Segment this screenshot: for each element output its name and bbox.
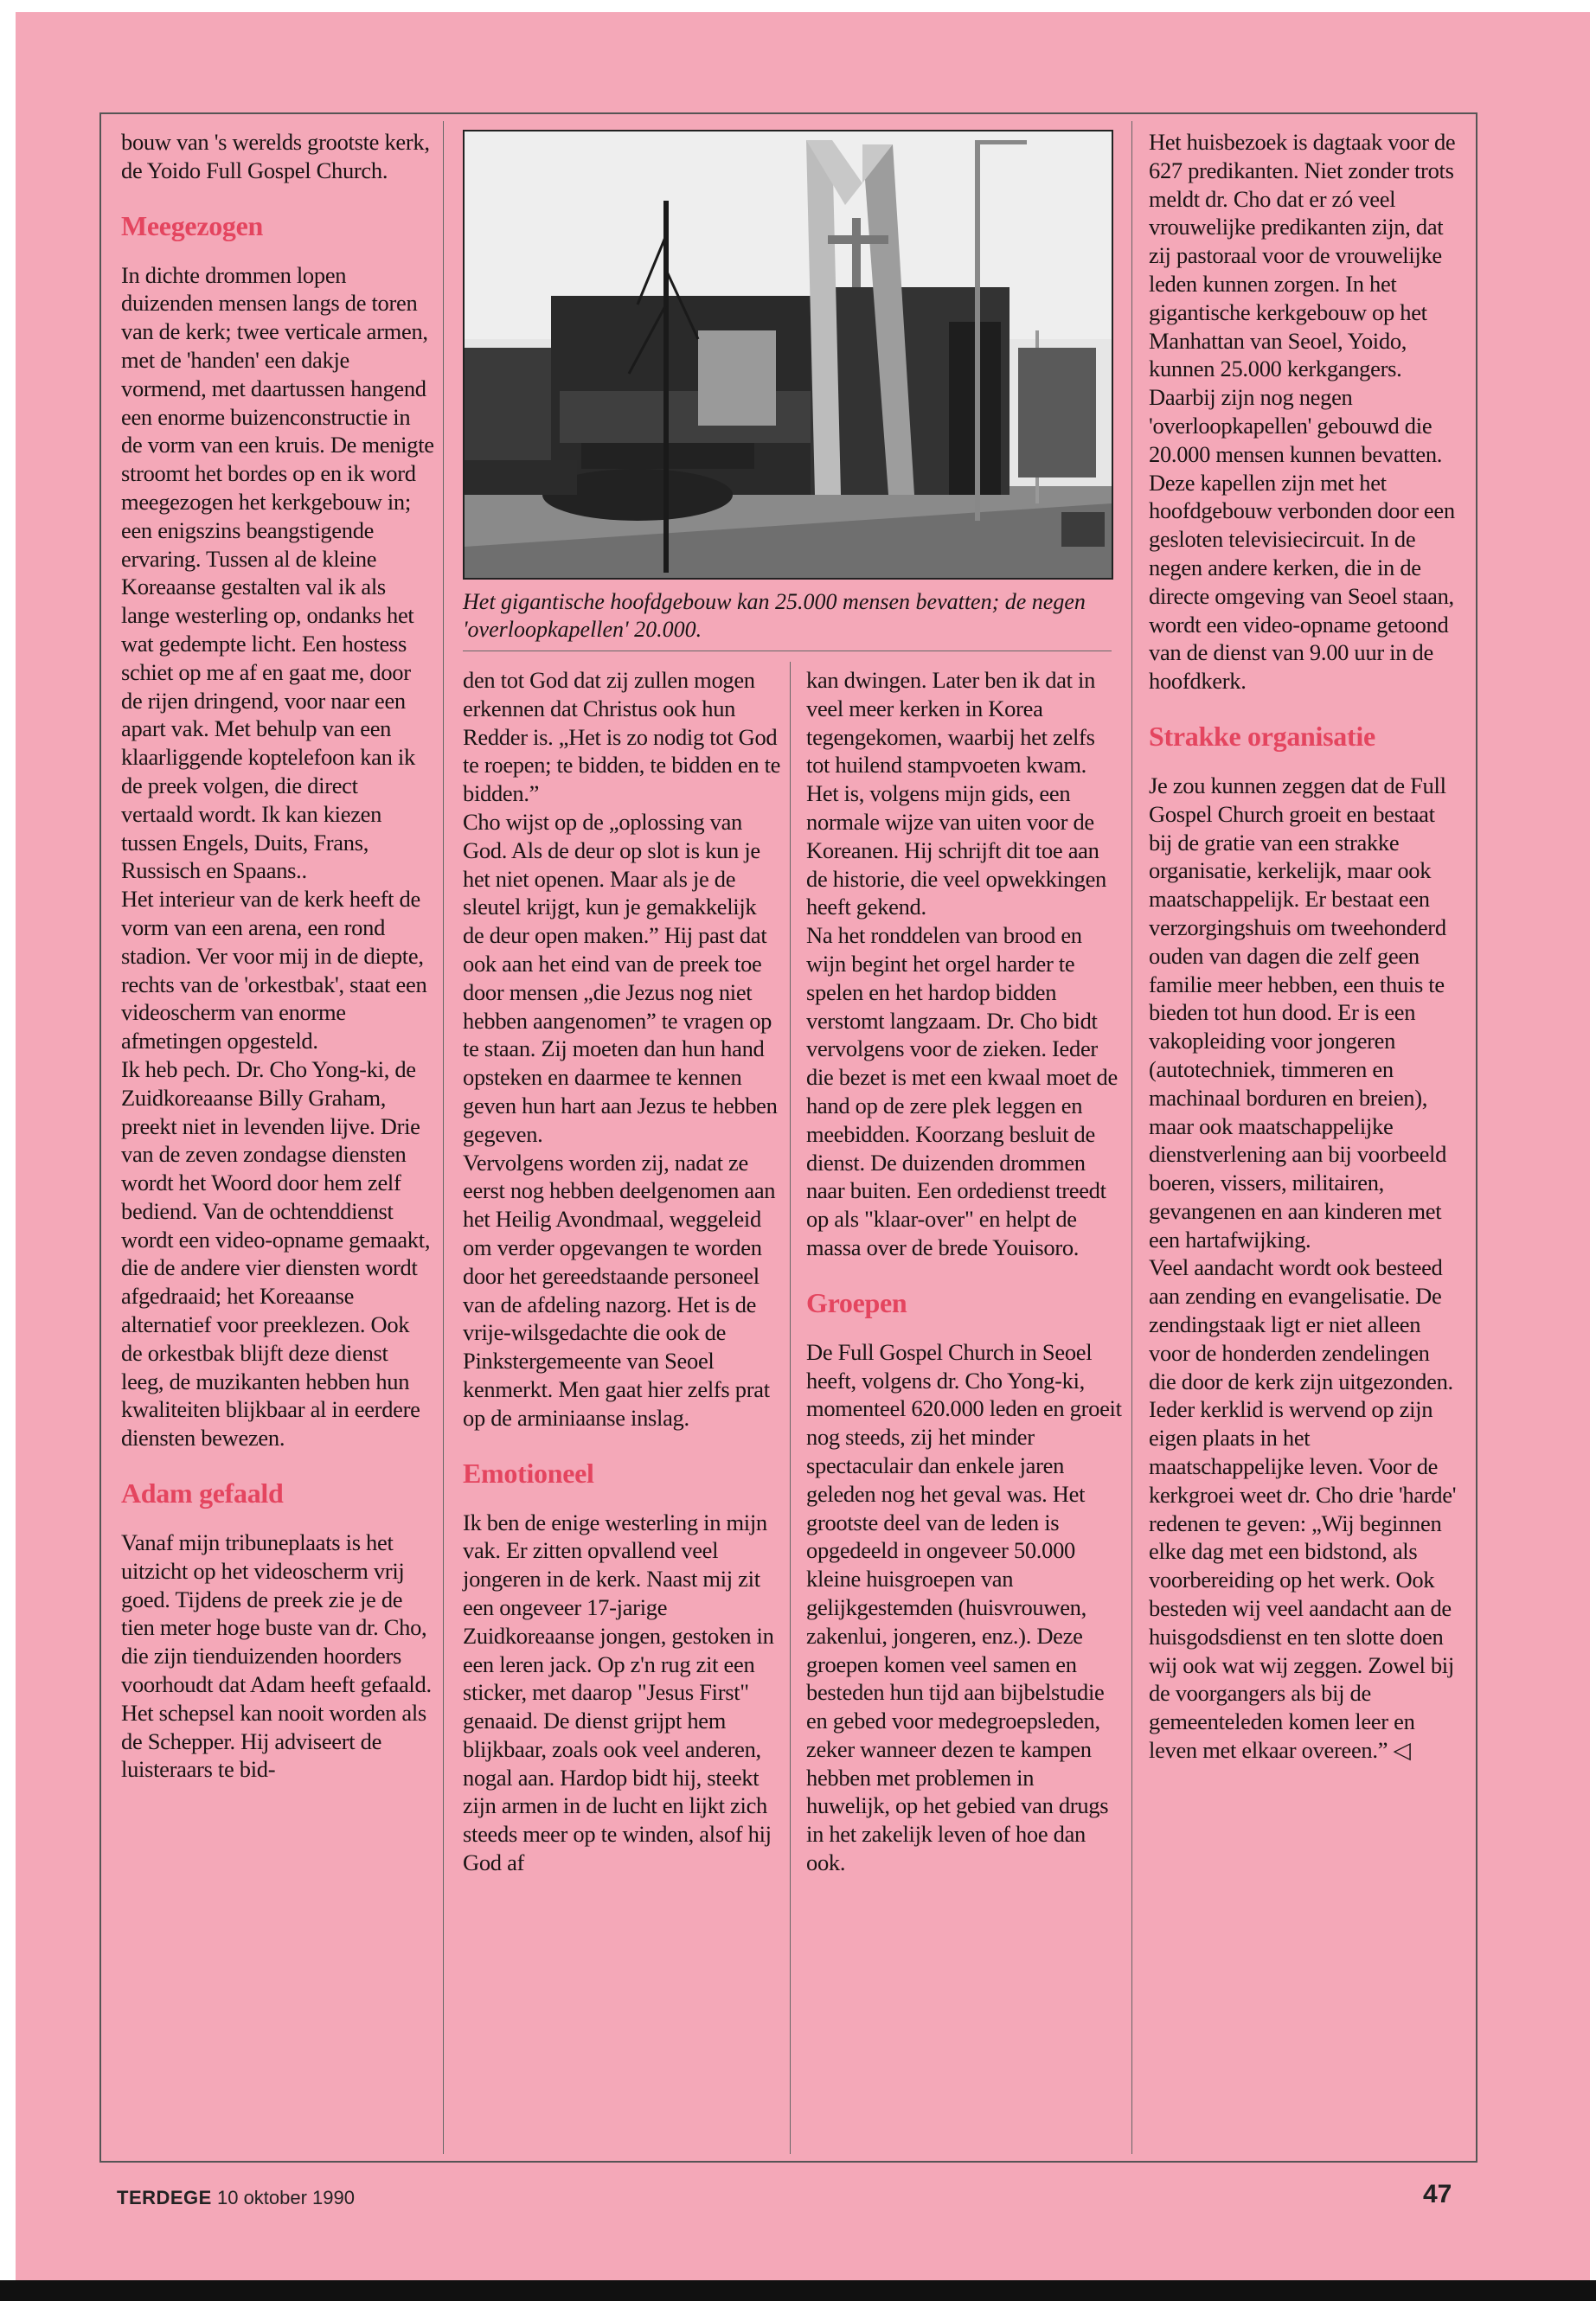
publication-name: TERDEGE	[117, 2187, 212, 2208]
footer-publication	[117, 2187, 355, 2209]
column-divider	[790, 662, 791, 2154]
paragraph: Veel aandacht wordt ook besteed aan zending en evangelisatie. De zendingstaak ligt er niet alleen voor de honderden zendelingen die door de kerk zijn uitgezonden. Ieder kerklid is wervend op zijn eigen plaats in het maatschappelijke leven. Voor de kerkgroei weet dr. Cho drie 'harde' redenen te geven: „Wij beginnen elke dag met een bidstond, als voorbereiding op het werk. Ook besteden wij veel aandacht aan de huisgodsdienst en ten slotte doen wij ook wat wij zeggen. Zowel bij de voorgangers als bij de gemeenteleden komen leer en leven met elkaar overeen.” ◁	[1149, 1254, 1457, 1764]
publication-date: 10 oktober 1990	[216, 2187, 356, 2208]
paragraph: Vervolgens worden zij, nadat ze eerst nog hebben deelgenomen aan het Heilig Avondmaal, weggeleid om verder opgevangen te worden door het gereedstaande personeel van de afdeling nazorg. Het is de vrije-wilsgedachte die ook de Pinkstergemeente van Seoel kenmerkt. Men gaat hier zelfs prat op de arminiaanse inslag.	[463, 1149, 776, 1431]
paragraph: Het interieur van de kerk heeft de vorm van een arena, een rond stadion. Ver voor mij in de diepte, rechts van de 'orkestbak', staat een videoscherm van enorme afmetingen opgesteld.	[121, 886, 427, 1054]
paragraph: Je zou kunnen zeggen dat de Full Gospel Church groeit en bestaat bij de gratie van een strakke organisatie, kerkelijk, maar ook maatschappelijk. Er bestaat een verzorgingshuis om tweehonderd ouden van dagen die zelf geen familie meer hebben, een thuis te bieden tot hun dood. Er is een vakopleiding voor jongeren (autotechniek, timmeren en machinaal borduren en breien), maar ook maatschappelijke dienstverlening aan bij voorbeeld boeren, vissers, militairen, gevangenen en aan kinderen met een hartafwijking.	[1149, 772, 1447, 1253]
church-photo	[463, 130, 1113, 580]
paragraph: den tot God dat zij zullen mogen erkennen dat Christus ook hun Redder is. „Het is zo nodig tot God te roepen; te bidden, te bidden en te bidden.”	[463, 667, 781, 807]
column-divider	[443, 121, 444, 2154]
paragraph: Vanaf mijn tribuneplaats is het uitzicht op het videoscherm vrij goed. Tijdens de preek zie je de tien meter hoge buste van dr. Cho, die zijn tienduizenden hoorders voorhoudt dat Adam heeft gefaald. Het schepsel kan nooit worden als de Schepper. Hij adviseert de luisteraars te bid-	[121, 1529, 432, 1783]
column-divider	[1131, 121, 1132, 2154]
section-heading: Adam gefaald	[121, 1477, 284, 1509]
paragraph: De Full Gospel Church in Seoel heeft, volgens dr. Cho Yong-ki, momenteel 620.000 leden en groeit nog steeds, zij het minder spectaculair dan enkele jaren geleden nog het geval was. Het grootste deel van de leden is opgedeeld in ongeveer 50.000 kleine huisgroepen van gelijkgestemden (huisvrouwen, zakenlui, jongeren, enz.). Deze groepen komen veel samen en besteden hun tijd aan bijbelstudie en gebed voor medegroepsleden, zeker wanneer dezen te kampen hebben met problemen in huwelijk, op het gebied van drugs in het zakelijk leven of hoe dan ook.	[806, 1338, 1122, 1876]
paragraph: Ik ben de enige westerling in mijn vak. Er zitten opvallend veel jongeren in de kerk. Naast mij zit een ongeveer 17-jarige Zuidkoreaanse jongen, gestoken in een leren jack. Op z'n rug zit een sticker, met daarop "Jesus First" genaaid. De dienst grijpt hem blijkbaar, zoals ook veel anderen, nogal aan. Hardop bidt hij, steekt zijn armen in de lucht en lijkt zich steeds meer op te winden, alsof hij God af	[463, 1509, 774, 1876]
scan-edge	[0, 2280, 1596, 2301]
paragraph: Ik heb pech. Dr. Cho Yong-ki, de Zuidkoreaanse Billy Graham, preekt niet in levenden lijve. Drie van de zeven zondagse diensten wordt het Woord door hem zelf bediend. Van de ochtenddienst wordt een video-opname gemaakt, die de andere vier diensten wordt afgedraaid; het Koreaanse alternatief voor preeklezen. Ook de orkestbak blijft deze dienst leeg, de muzikanten hebben hun kwaliteiten blijkbaar al in eerdere diensten bewezen.	[121, 1055, 431, 1452]
paragraph: bouw van 's werelds grootste kerk, de Yoido Full Gospel Church.	[121, 129, 430, 183]
section-heading: Groepen	[806, 1286, 907, 1318]
paragraph: In dichte drommen lopen duizenden mensen langs de toren van de kerk; twee verticale armen, met de 'handen' een dakje vormend, met daartussen hangend een enorme buizenconstructie in de vorm van een kruis. De menigte stroomt het bordes op en ik word meegezogen het kerkgebouw in; een enigszins beangstigende ervaring. Tussen al de kleine Koreaanse gestalten val ik als lange westerling op, ondanks het wat gedempte licht. Een hostess schiet op me af en gaat me, door de rijen dringend, voor naar een apart vak. Met behulp van een klaarliggende koptelefoon kan ik de preek volgen, die direct vertaald wordt. Ik kan kiezen tussen Engels, Duits, Frans, Russisch en Spaans..	[121, 261, 434, 884]
section-heading: Strakke organisatie	[1149, 720, 1375, 752]
article-column-3	[806, 666, 1122, 1877]
article-column-1	[121, 128, 434, 1784]
page-number: 47	[1423, 2180, 1452, 2208]
section-heading: Meegezogen	[121, 209, 264, 241]
paragraph: Na het ronddelen van brood en wijn begint het orgel harder te spelen en het hardop bidden verstomt langzaam. Dr. Cho bidt vervolgens voor de zieken. Ieder die bezet is met een kwaal moet de hand op de zere plek leggen en meebidden. Koorzang besluit de dienst. De duizenden drommen naar buiten. Een ordedienst treedt op als "klaar-over" en helpt de massa over de brede Youisoro.	[806, 922, 1118, 1260]
paragraph: kan dwingen. Later ben ik dat in veel meer kerken in Korea tegengekomen, waarbij het zelfs tot huilend stampvoeten kwam. Het is, volgens mijn gids, een normale wijze van uiten voor de Koreanen. Hij schrijft dit toe aan de historie, die veel opwekkingen heeft gekend.	[806, 667, 1107, 920]
paragraph: Cho wijst op de „oplossing van God. Als de deur op slot is kun je het niet openen. Maar als je de sleutel krijgt, kun je gemakkelijk de deur open maken.” Hij past dat ook aan het eind van de preek toe door mensen „die Jezus nog niet hebben aangenomen” te vragen op te staan. Zij moeten dan hun hand opsteken en daarmee te kennen geven hun hart aan Jezus te hebben gegeven.	[463, 808, 778, 1147]
section-heading: Emotioneel	[463, 1457, 594, 1489]
paragraph: Het huisbezoek is dagtaak voor de 627 predikanten. Niet zonder trots meldt dr. Cho dat er zó veel vrouwelijke predikanten zijn, dat zij pastoraal voor de vrouwelijke leden kunnen zorgen. In het gigantische kerkgebouw op het Manhattan van Seoel, Yoido, kunnen 25.000 kerkgangers. Daarbij zijn nog negen 'overloopkapellen' gebouwd die 20.000 mensen kunnen bevatten. Deze kapellen zijn met het hoofdgebouw verbonden door een gesloten televisiecircuit. In de negen andere kerken, die in de directe omgeving van Seoel staan, wordt een video-opname getoond van de dienst van 9.00 uur in de hoofdkerk.	[1149, 129, 1456, 695]
article-column-4	[1149, 128, 1460, 1765]
article-column-2	[463, 666, 783, 1877]
photo-caption: Het gigantische hoofdgebouw kan 25.000 mensen bevatten; de negen 'overloopkapellen' 20.000.	[463, 589, 1086, 642]
church-building-image	[465, 131, 1112, 578]
